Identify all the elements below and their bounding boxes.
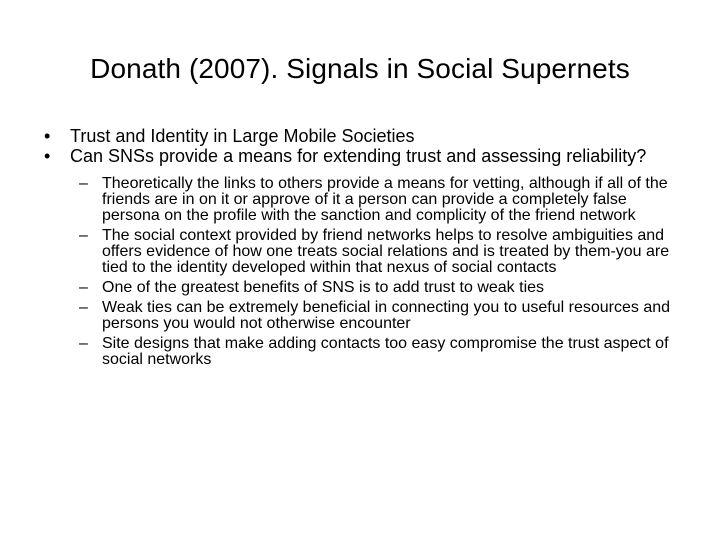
sub-bullet-item (0, 176, 720, 224)
bullet-item (0, 126, 720, 146)
sub-bullet-text: Site designs that make adding contacts too easy compromise the trust aspect of social networks (102, 335, 669, 368)
sub-bullet-text: Theoretically the links to others provide a means for vetting, although if all of the friends are in on it or approve of it a person can provide a completely false persona on the profile with the sanction and complicity of the friend network (102, 175, 668, 224)
slide-body (0, 126, 720, 368)
bullet-item (0, 146, 720, 166)
sub-bullet-marker: – (79, 335, 88, 352)
sub-bullet-marker: – (79, 175, 88, 192)
sub-bullet-item (0, 336, 720, 368)
sub-bullet-marker: – (79, 299, 88, 316)
sub-bullet-text: One of the greatest benefits of SNS is to add trust to weak ties (102, 279, 545, 296)
bullet-marker: • (44, 146, 51, 166)
sub-bullet-item (0, 228, 720, 276)
sub-bullet-marker: – (79, 279, 88, 296)
sub-bullet-text: Weak ties can be extremely beneficial in connecting you to useful resources and persons you would not otherwise encounter (102, 299, 671, 332)
sub-bullet-item (0, 300, 720, 332)
sub-bullet-text: The social context provided by friend networks helps to resolve ambiguities and offers evidence of how one treats social relations and is treated by them-you are tied to the identity developed within that nexus of social contacts (102, 227, 670, 276)
sub-bullet-list (0, 176, 720, 368)
sub-bullet-item (0, 280, 720, 296)
bullet-marker: • (44, 126, 51, 146)
bullet-text: Can SNSs provide a means for extending trust and assessing reliability? (70, 146, 647, 166)
slide-title: Donath (2007). Signals in Social Supernets (90, 53, 630, 84)
sub-bullet-marker: – (79, 227, 88, 244)
bullet-text: Trust and Identity in Large Mobile Societies (70, 126, 415, 146)
